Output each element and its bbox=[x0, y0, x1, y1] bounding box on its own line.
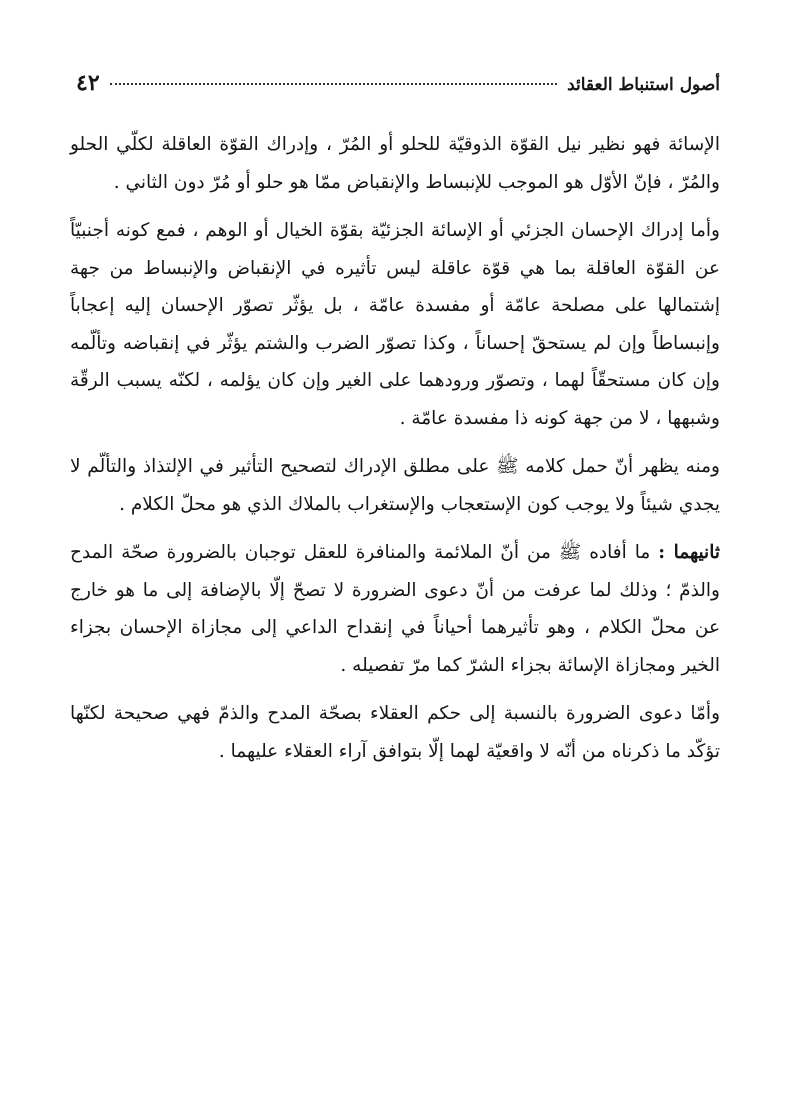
paragraph-text: ما أفاده ﷺ من أنّ الملائمة والمنافرة للعقل توجبان بالضرورة صحّة المدح والذمّ ؛ وذلك لما عرفت من أنّ دعوى الضرورة لا تصحّ إلّا بالإضافة إلى ما هو خارج عن محلّ الكلام ، وهو تأثيرهما أحياناً في إنقداح الداعي إلى مجازاة الإحسان بجزاء الخير ومجازاة الإسائة بجزاء الشرّ كما مرّ تفصيله . bbox=[70, 542, 720, 676]
book-page bbox=[70, 70, 720, 1050]
body-text bbox=[70, 126, 720, 770]
paragraph bbox=[70, 126, 720, 201]
dotted-leader bbox=[110, 83, 557, 85]
paragraph-text: وأما إدراك الإحسان الجزئي أو الإسائة الجزئيّة بقوّة الخيال أو الوهم ، فمع كونه أجنبيّاً عن القوّة العاقلة بما هي قوّة عاقلة ليس تأثيره في الإنقباض والإنبساط من جهة إشتمالها على مصلحة عامّة أو مفسدة عامّة ، بل يؤثّر تصوّر الإحسان إليه إعجاباً وإنبساطاً وإن لم يستحقّ إحساناً ، وكذا تصوّر الضرب والشتم يؤثّر في إنقباضه وتألّمه وإن كان مستحقّاً لهما ، وتصوّر ورودهما على الغير وإن كان يؤلمه ، لكنّه يسبب الرقّة وشبهها ، لا من جهة كونه ذا مفسدة عامّة . bbox=[70, 220, 720, 429]
page-header bbox=[70, 70, 720, 110]
paragraph bbox=[70, 212, 720, 437]
paragraph-text: الإسائة فهو نظير نيل القوّة الذوقيّة للحلو أو المُرّ ، وإدراك القوّة العاقلة لكلّي الحلو والمُرّ ، فإنّ الأوّل هو الموجب للإنبساط والإنقباض ممّا هو حلو أو مُرّ دون الثاني . bbox=[70, 134, 720, 193]
paragraph-text: ومنه يظهر أنّ حمل كلامه ﷺ على مطلق الإدراك لتصحيح التأثير في الإلتذاذ والتألّم لا يجدي شيئاً ولا يوجب كون الإستعجاب والإستغراب بالملاك الذي هو محلّ الكلام . bbox=[70, 456, 720, 515]
paragraph-text: وأمّا دعوى الضرورة بالنسبة إلى حكم العقلاء بصحّة المدح والذمّ فهي صحيحة لكنّها تؤكّد ما ذكرناه من أنّه لا واقعيّة لهما إلّا بتوافق آراء العقلاء عليهما . bbox=[70, 703, 720, 762]
paragraph bbox=[70, 448, 720, 523]
section-lead-term: ثانيهما : bbox=[658, 542, 720, 563]
paragraph bbox=[70, 695, 720, 770]
paragraph bbox=[70, 534, 720, 684]
page-number: ٤٢ bbox=[76, 70, 100, 96]
running-title: أصول استنباط العقائد bbox=[567, 75, 720, 95]
